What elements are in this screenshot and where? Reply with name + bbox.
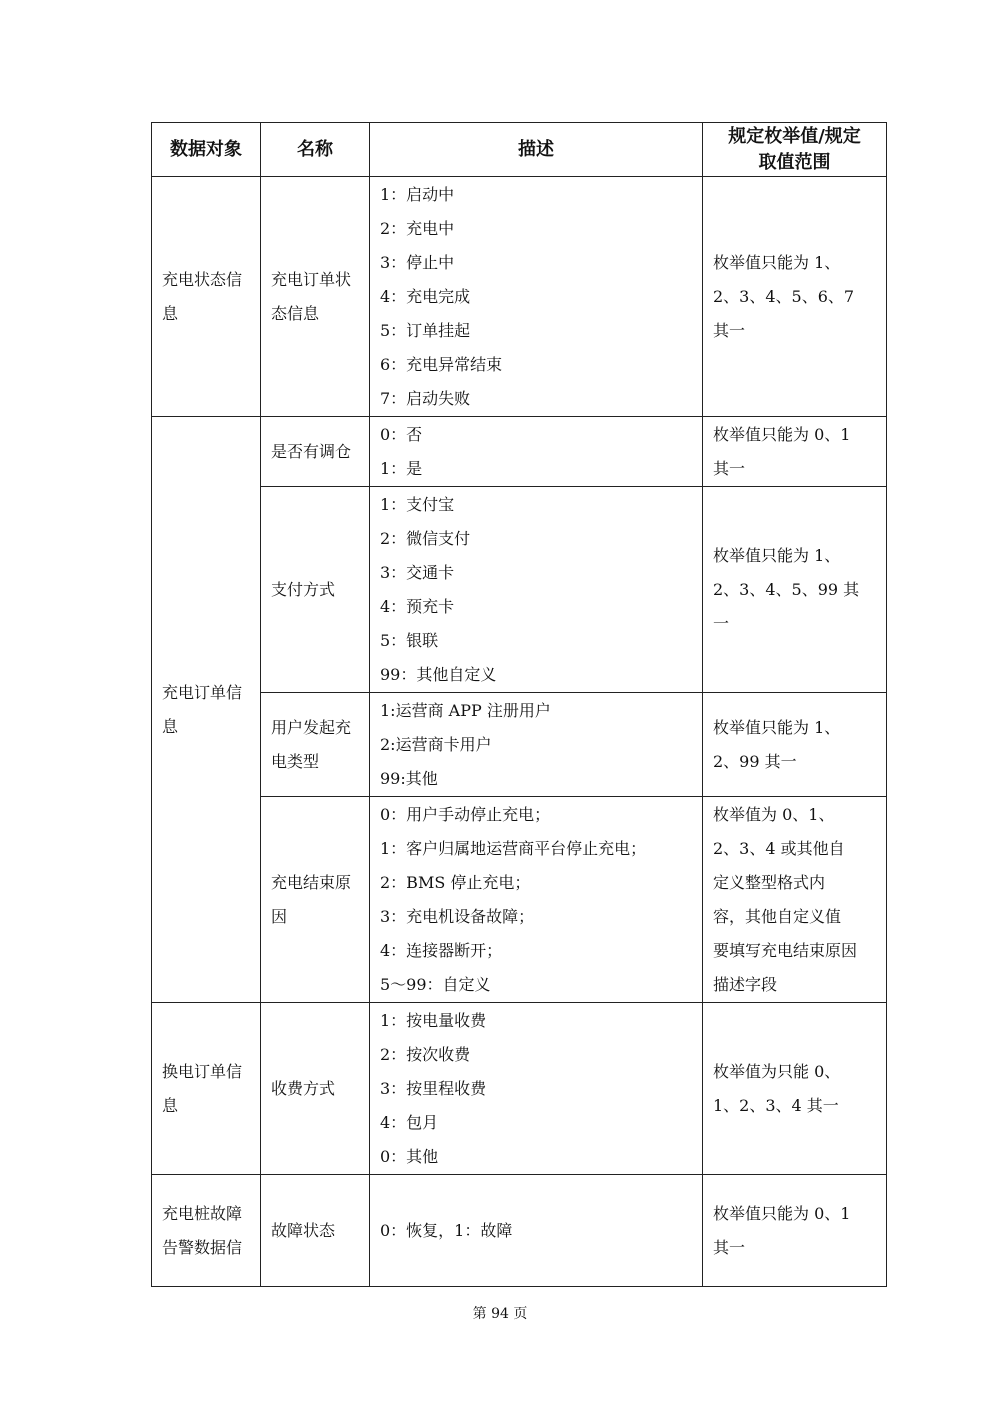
cell-rule	[703, 797, 887, 1003]
rule-line: 其一	[713, 320, 746, 340]
description-line: 0：恢复，1：故障	[380, 1220, 513, 1240]
header-rule	[703, 123, 887, 177]
cell-description	[370, 1003, 703, 1175]
cell-description	[370, 417, 703, 487]
cell-rule	[703, 487, 887, 693]
rule-line: 要填写充电结束原因	[713, 940, 858, 960]
field-name-line: 用户发起充	[271, 717, 352, 737]
field-name-text	[261, 711, 369, 779]
cell-name	[261, 487, 370, 693]
description-line: 1：启动中	[380, 184, 455, 204]
cell-name	[261, 1175, 370, 1287]
description-line: 0：否	[380, 424, 423, 444]
field-name-line: 收费方式	[271, 1078, 336, 1098]
field-name-line: 是否有调仓	[271, 441, 352, 461]
header-name: 名称	[261, 123, 370, 177]
page-number: 第 94 页	[472, 1306, 528, 1322]
description-line: 4：预充卡	[380, 596, 455, 616]
rule-text	[703, 539, 886, 641]
rule-line: 描述字段	[713, 974, 778, 994]
cell-description	[370, 487, 703, 693]
rule-line: 1、2、3、4 其一	[713, 1095, 839, 1115]
description-text	[370, 1004, 702, 1174]
description-line: 2:运营商卡用户	[380, 734, 492, 754]
field-name-line: 支付方式	[271, 579, 336, 599]
description-line: 2：按次收费	[380, 1044, 471, 1064]
field-name-text	[261, 435, 369, 469]
table-row	[152, 1175, 887, 1287]
rule-text	[703, 798, 886, 1002]
header-rule-line1: 规定枚举值/规定	[728, 125, 861, 147]
rule-line: 枚举值只能为 1、	[713, 252, 841, 272]
description-line: 1:运营商 APP 注册用户	[380, 700, 551, 720]
rule-line: 枚举值只能为 1、	[713, 545, 841, 565]
rule-text	[703, 1055, 886, 1123]
field-name-text	[261, 1214, 369, 1248]
cell-data-object	[152, 1003, 261, 1175]
cell-description	[370, 177, 703, 417]
description-line: 5：银联	[380, 630, 439, 650]
data-object-line: 换电订单信	[162, 1061, 243, 1081]
header-row	[152, 123, 887, 177]
description-text	[370, 798, 702, 1002]
rule-line: 2、3、4 或其他自	[713, 838, 845, 858]
rule-line: 其一	[713, 458, 746, 478]
description-text	[370, 418, 702, 486]
rule-line: 枚举值为 0、1、	[713, 804, 835, 824]
description-line: 3：交通卡	[380, 562, 455, 582]
cell-name	[261, 1003, 370, 1175]
description-line: 1：支付宝	[380, 494, 455, 514]
description-line: 3：充电机设备故障；	[380, 906, 535, 926]
rule-line: 定义整型格式内	[713, 872, 826, 892]
description-text	[370, 1214, 702, 1248]
header-description: 描述	[370, 123, 703, 177]
field-name-line: 故障状态	[271, 1220, 336, 1240]
cell-description	[370, 797, 703, 1003]
field-name-line: 充电订单状	[271, 269, 352, 289]
cell-rule	[703, 693, 887, 797]
rule-line: 2、3、4、5、99 其	[713, 579, 860, 599]
description-line: 99：其他自定义	[380, 664, 497, 684]
description-line: 1：是	[380, 458, 423, 478]
field-name-line: 因	[271, 906, 288, 926]
description-line: 3：停止中	[380, 252, 455, 272]
rule-line: 其一	[713, 1237, 746, 1257]
description-line: 7：启动失败	[380, 388, 471, 408]
field-name-line: 电类型	[271, 751, 320, 771]
description-text	[370, 488, 702, 692]
rule-line: 2、3、4、5、6、7	[713, 286, 855, 306]
header-object: 数据对象	[152, 123, 261, 177]
rule-text	[703, 246, 886, 348]
rule-line: 枚举值只能为 0、1	[713, 1203, 851, 1223]
cell-data-object	[152, 1175, 261, 1287]
rule-line: 容，其他自定义值	[713, 906, 842, 926]
description-line: 2：微信支付	[380, 528, 471, 548]
cell-data-object	[152, 417, 261, 1003]
cell-rule	[703, 1003, 887, 1175]
data-object-line: 充电桩故障	[162, 1203, 243, 1223]
rule-text	[703, 418, 886, 486]
field-name-text	[261, 866, 369, 934]
header-rule-line2: 取值范围	[758, 151, 831, 173]
cell-rule	[703, 1175, 887, 1287]
table-row	[152, 487, 887, 693]
field-name-line: 态信息	[271, 303, 320, 323]
rule-line: 枚举值为只能 0、	[713, 1061, 841, 1081]
table-row	[152, 177, 887, 417]
description-line: 1：客户归属地运营商平台停止充电；	[380, 838, 647, 858]
rule-line: 2、99 其一	[713, 751, 797, 771]
rule-text	[703, 711, 886, 779]
description-text	[370, 694, 702, 796]
description-line: 0：用户手动停止充电；	[380, 804, 551, 824]
rule-line: 一	[713, 613, 730, 633]
table-row	[152, 797, 887, 1003]
field-name-text	[261, 1072, 369, 1106]
description-line: 6：充电异常结束	[380, 354, 503, 374]
cell-name	[261, 797, 370, 1003]
rule-line: 枚举值只能为 1、	[713, 717, 841, 737]
data-object-line: 息	[162, 716, 179, 736]
description-line: 99:其他	[380, 768, 438, 788]
cell-description	[370, 1175, 703, 1287]
cell-name	[261, 417, 370, 487]
data-object-line: 息	[162, 303, 179, 323]
field-name-text	[261, 263, 369, 331]
description-line: 4：连接器断开；	[380, 940, 503, 960]
description-line: 1：按电量收费	[380, 1010, 487, 1030]
description-line: 2：BMS 停止充电；	[380, 872, 531, 892]
rule-text	[703, 1197, 886, 1265]
spec-table	[151, 122, 887, 1287]
description-line: 2：充电中	[380, 218, 455, 238]
cell-description	[370, 693, 703, 797]
cell-rule	[703, 417, 887, 487]
table-row	[152, 1003, 887, 1175]
description-text	[370, 178, 702, 416]
description-line: 5～99：自定义	[380, 974, 491, 994]
cell-data-object	[152, 177, 261, 417]
cell-name	[261, 177, 370, 417]
data-object-line: 充电订单信	[162, 682, 243, 702]
data-object-text	[152, 676, 260, 744]
field-name-line: 充电结束原	[271, 872, 352, 892]
data-object-line: 息	[162, 1095, 179, 1115]
rule-line: 枚举值只能为 0、1	[713, 424, 851, 444]
description-line: 4：充电完成	[380, 286, 471, 306]
field-name-text	[261, 573, 369, 607]
data-object-line: 告警数据信	[162, 1237, 243, 1257]
cell-rule	[703, 177, 887, 417]
table-row	[152, 417, 887, 487]
data-object-text	[152, 263, 260, 331]
description-line: 5：订单挂起	[380, 320, 471, 340]
table-row	[152, 693, 887, 797]
description-line: 0：其他	[380, 1146, 439, 1166]
cell-name	[261, 693, 370, 797]
data-object-text	[152, 1055, 260, 1123]
data-object-line: 充电状态信	[162, 269, 243, 289]
description-line: 4：包月	[380, 1112, 439, 1132]
description-line: 3：按里程收费	[380, 1078, 487, 1098]
data-object-text	[152, 1197, 260, 1265]
